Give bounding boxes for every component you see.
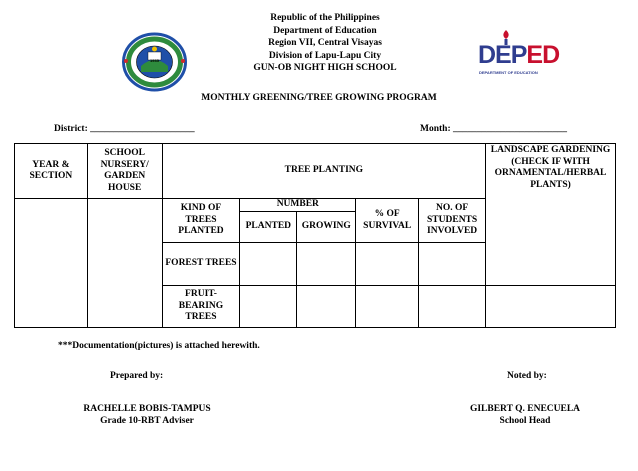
school-nursery-cell[interactable] — [87, 199, 162, 328]
kind-of-trees-header: KIND OF TREES PLANTED — [162, 199, 240, 243]
documentation-note: ***Documentation(pictures) is attached herewith. — [58, 341, 260, 351]
header-line-division: Division of Lapu-Lapu City — [268, 50, 382, 61]
fruit-survival-cell[interactable] — [356, 286, 419, 328]
signatory-right-name: GILBERT Q. ENECUELA — [469, 404, 581, 414]
document-header — [225, 12, 425, 75]
signatory-left-name: RACHELLE BOBIS-TAMPUS — [83, 404, 211, 414]
noted-by-label: Noted by: — [507, 371, 547, 381]
school-nursery-header: SCHOOL NURSERY/ GARDEN HOUSE — [87, 144, 162, 199]
deped-logo — [478, 29, 560, 79]
tree-planting-header: TREE PLANTING — [162, 144, 485, 199]
survival-header: % OF SURVIVAL — [356, 199, 419, 243]
year-section-header: YEAR & SECTION — [15, 144, 88, 199]
program-title: MONTHLY GREENING/TREE GROWING PROGRAM — [201, 93, 437, 103]
number-header: NUMBER — [240, 199, 356, 212]
forest-trees-label: FOREST TREES — [162, 243, 240, 286]
forest-planted-cell[interactable] — [240, 243, 297, 286]
planted-header: PLANTED — [240, 212, 297, 243]
header-line-department: Department of Education — [273, 25, 377, 36]
district-field: District: ______________________ — [54, 124, 195, 134]
signatory-right — [460, 403, 590, 427]
prepared-by-label: Prepared by: — [110, 371, 164, 381]
year-section-cell[interactable] — [15, 199, 88, 328]
signatory-right-title: School Head — [499, 416, 551, 426]
seal-year: 1935 — [150, 58, 159, 63]
deped-subtitle: DEPARTMENT OF EDUCATION — [479, 70, 538, 75]
forest-survival-cell[interactable] — [356, 243, 419, 286]
landscape-header: LANDSCAPE GARDENING (CHECK IF WITH ORNAMENTAL/HERBAL PLANTS) — [486, 144, 616, 286]
deped-wordmark: DEPED — [478, 41, 560, 69]
fruit-trees-label: FRUIT-BEARING TREES — [162, 286, 240, 328]
growing-header: GROWING — [297, 212, 356, 243]
fruit-students-cell[interactable] — [419, 286, 486, 328]
header-line-school: GUN-OB NIGHT HIGH SCHOOL — [253, 63, 397, 73]
header-line-region: Region VII, Central Visayas — [268, 38, 382, 48]
fruit-landscape-cell[interactable] — [486, 286, 616, 328]
month-field: Month: ________________________ — [420, 124, 567, 134]
signatory-left — [82, 403, 212, 427]
fruit-planted-cell[interactable] — [240, 286, 297, 328]
forest-growing-cell[interactable] — [297, 243, 356, 286]
fruit-growing-cell[interactable] — [297, 286, 356, 328]
school-seal-logo — [121, 32, 188, 92]
students-involved-header: NO. OF STUDENTS INVOLVED — [419, 199, 486, 243]
signatory-left-title: Grade 10-RBT Adviser — [100, 416, 194, 426]
forest-students-cell[interactable] — [419, 243, 486, 286]
greening-program-table — [14, 143, 616, 328]
header-line-republic: Republic of the Philippines — [270, 13, 380, 23]
